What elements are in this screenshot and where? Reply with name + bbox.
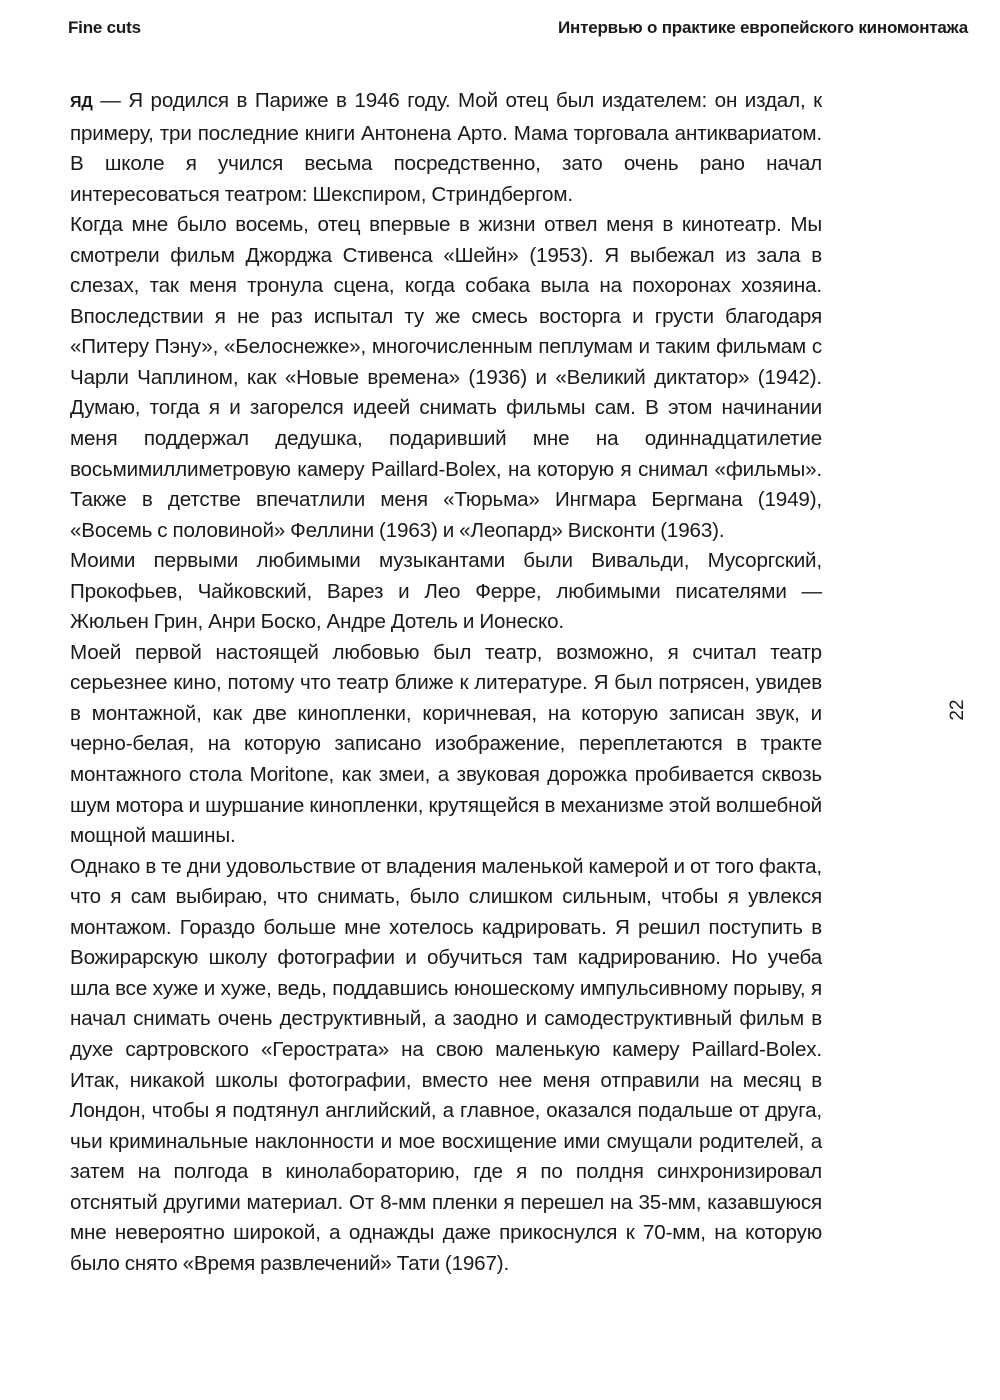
paragraph-1-text: — Я родился в Париже в 1946 году. Мой отец был издателем: он издал, к примеру, три последние книги Антонена Арто. Мама торговала антиквариатом. В школе я учился весьма посредственно, зато очень рано начал интересоваться театром: Шекспиром, Стриндбергом. <box>70 89 822 206</box>
paragraph-2: Когда мне было восемь, отец впервые в жизни отвел меня в кинотеатр. Мы смотрели фильм Джорджа Стивенса «Шейн» (1953). Я выбежал из зала в слезах, так меня тронула сцена, когда собака выла на похоронах хозяина. Впоследствии я не раз испытал ту же смесь восторга и грусти благодаря «Питеру Пэну», «Белоснежке», многочисленным пеплумам и таким фильмам с Чарли Чаплином, как «Новые времена» (1936) и «Великий диктатор» (1942). Думаю, тогда я и загорелся идеей снимать фильмы сам. В этом начинании меня поддержал дедушка, подаривший мне на одиннадцатилетие восьмимиллиметровую камеру Paillard-Bolex, на которую я снимал «фильмы». Также в детстве впечатлили меня «Тюрьма» Ингмара Бергмана (1949), «Восемь с половиной» Феллини (1963) и «Леопард» Висконти (1963). <box>70 213 822 542</box>
header-book-title: Fine cuts <box>68 18 141 37</box>
paragraph-5: Однако в те дни удовольствие от владения маленькой камерой и от того факта, что я сам выбираю, что снимать, было слишком сильным, чтобы я увлекся монтажом. Гораздо больше мне хотелось кадрировать. Я решил поступить в Вожирарскую школу фотографии и обучиться там кадрированию. Но учеба шла все хуже и хуже, ведь, поддавшись юношескому импульсивному порыву, я начал снимать очень деструктивный, а заодно и самодеструктивный фильм в духе сартровского «Герострата» на свою маленькую камеру Paillard-Bolex. Итак, никакой школы фотографии, вместо нее меня отправили на месяц в Лондон, чтобы я подтянул английский, а главное, оказался подальше от друга, чьи криминальные наклонности и мое восхищение ими смущали родителей, а затем на полгода в кинолабораторию, где я по полдня синхронизировал отснятый другими материал. От 8-мм пленки я перешел на 35-мм, казавшуюся мне невероятно широкой, а однажды даже прикоснулся к 70-мм, на которую было снято «Время развлечений» Тати (1967). <box>70 854 822 1275</box>
paragraph-3: Моими первыми любимыми музыкантами были Вивальди, Мусоргский, Прокофьев, Чайковский, Варез и Лео Ферре, любимыми писателями — Жюльен Грин, Анри Боско, Андре Дотель и Ионеско. <box>70 549 822 634</box>
main-text <box>70 86 822 1279</box>
speaker-initials: ЯД <box>70 94 93 111</box>
header-chapter-title: Интервью о практике европейского киномонтажа <box>558 18 968 37</box>
running-header <box>68 18 968 42</box>
paragraph-4: Моей первой настоящей любовью был театр, возможно, я считал театр серьезнее кино, потому что театр ближе к литературе. Я был потрясен, увидев в монтажной, как две кинопленки, коричневая, на которую записан звук, и черно-белая, на которую записано изображение, переплетаются в тракте монтажного стола Moritone, как змеи, а звуковая дорожка пробивается сквозь шум мотора и шуршание кинопленки, крутящейся в механизме этой волшебной мощной машины. <box>70 640 822 848</box>
page-number: 22 <box>947 699 968 721</box>
paragraph-1 <box>70 86 822 210</box>
